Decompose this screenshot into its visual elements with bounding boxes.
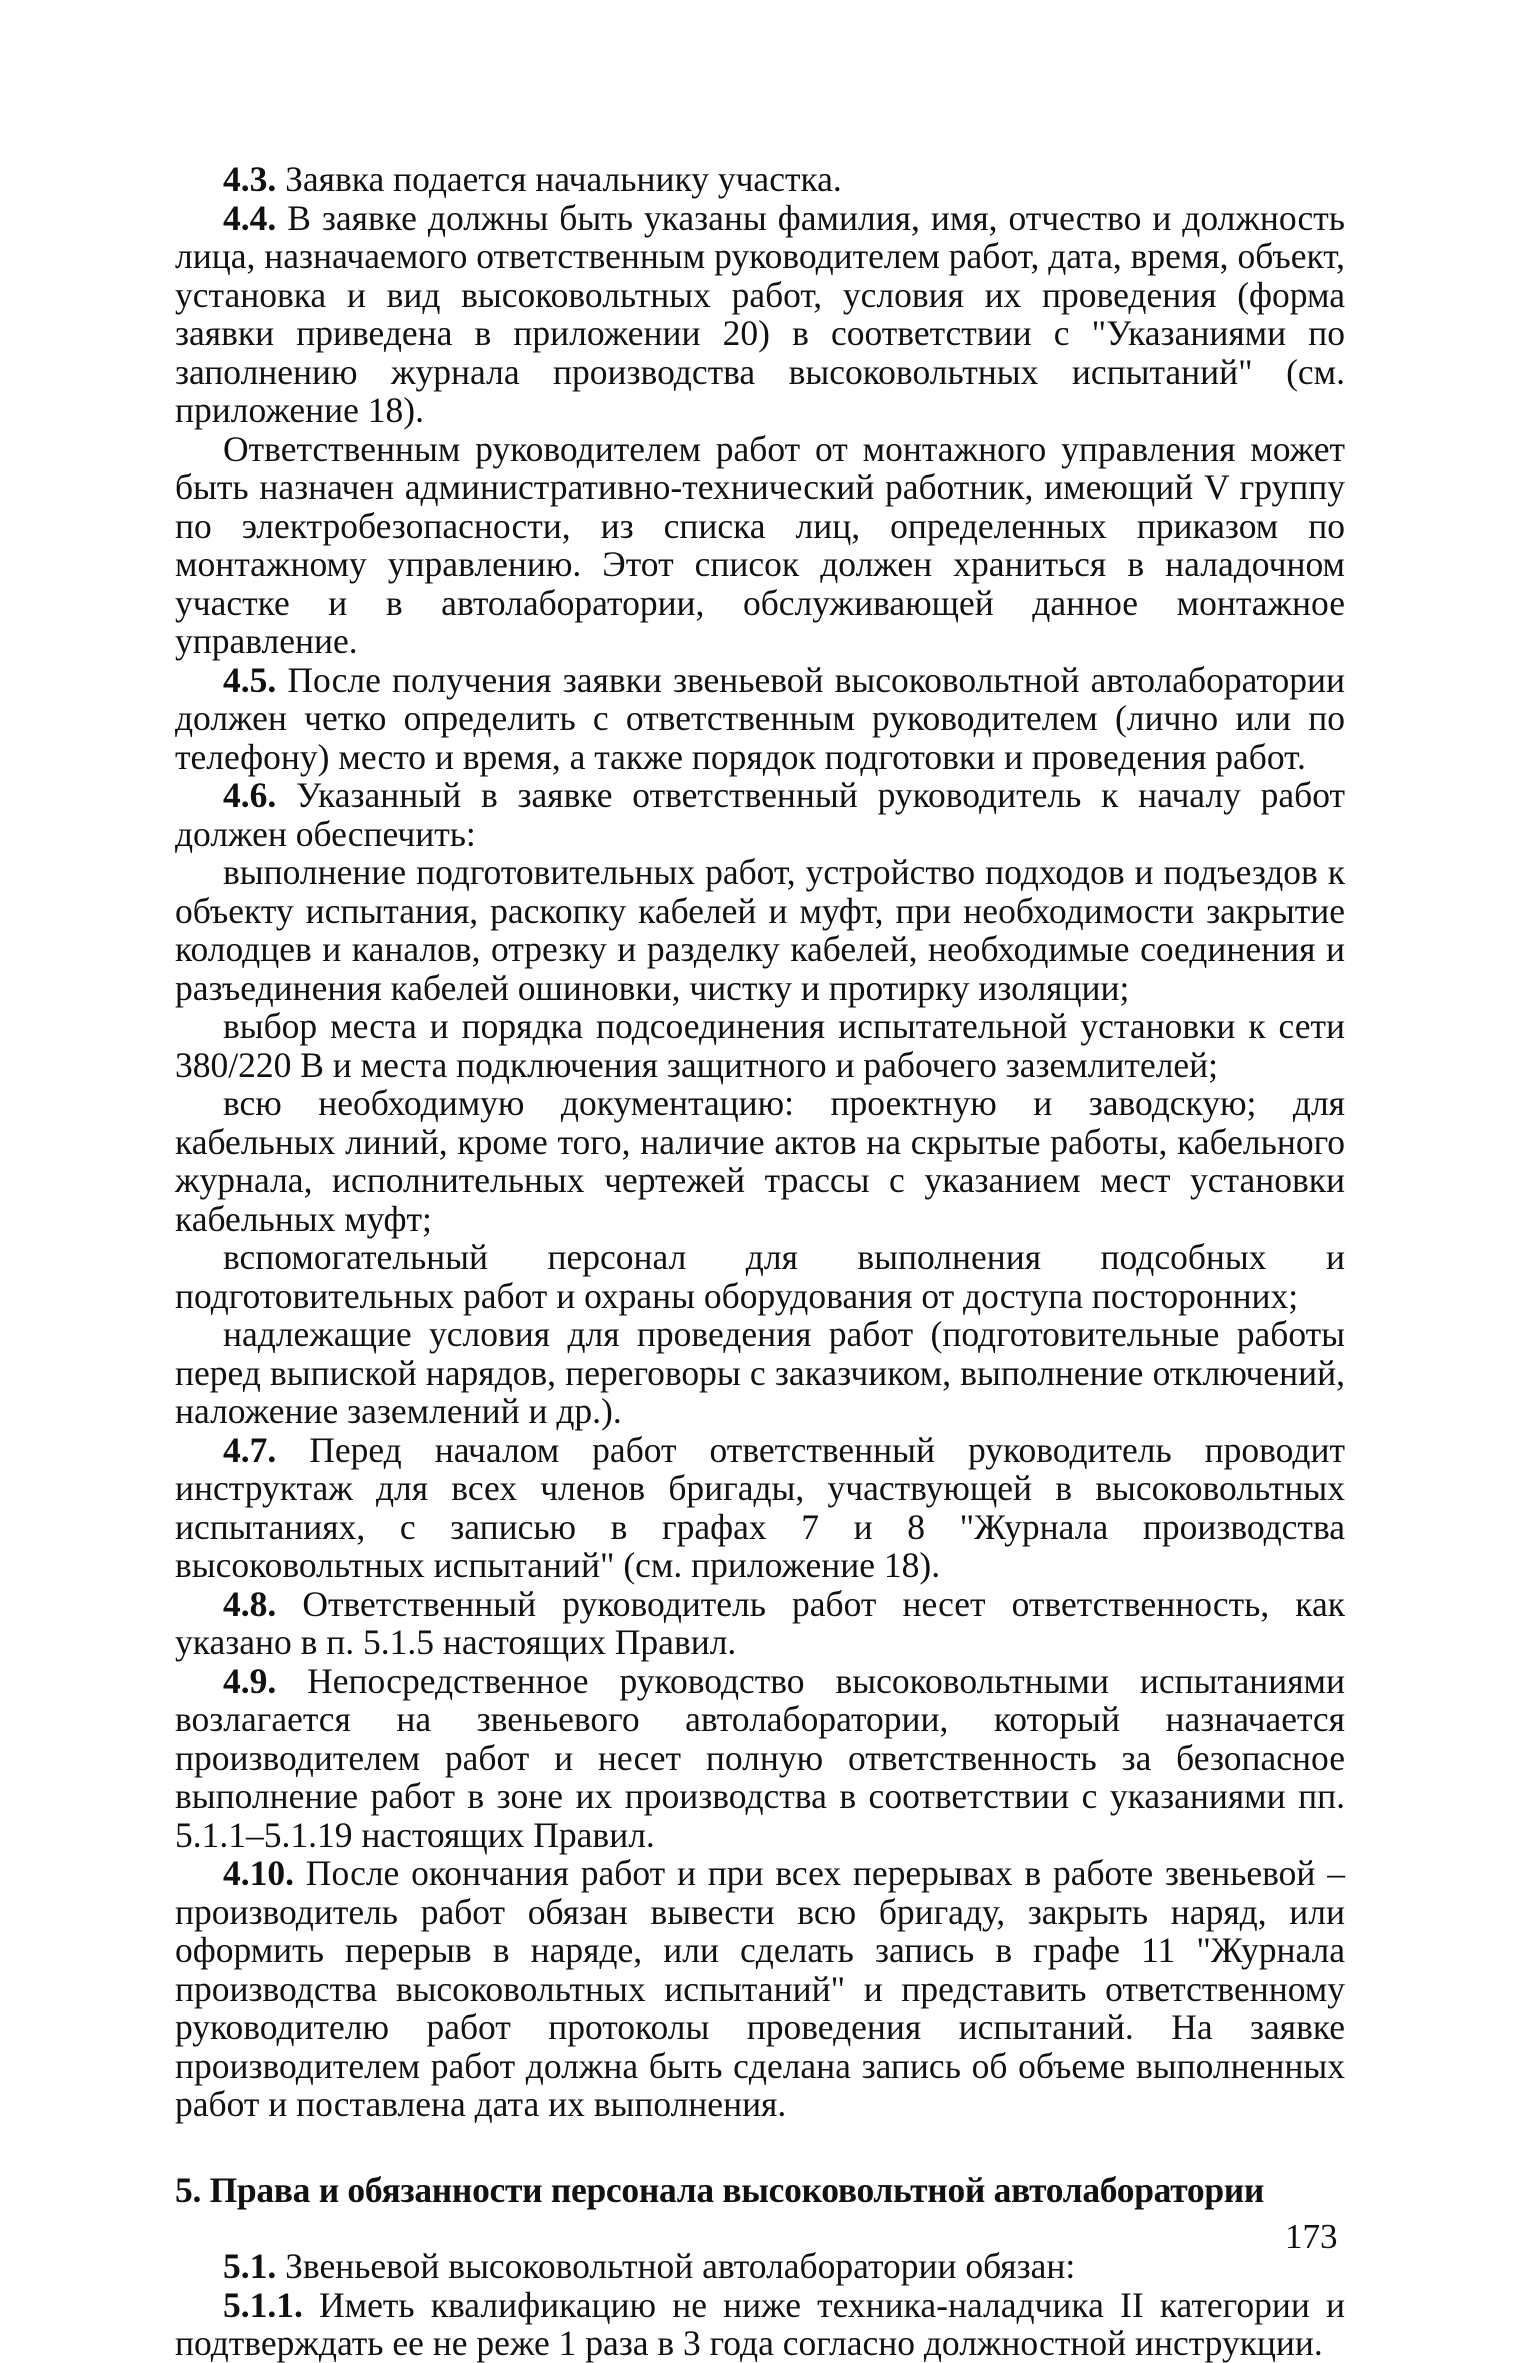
page-number: 173: [1285, 2217, 1338, 2256]
paragraph-text: Перед началом работ ответственный руководитель проводит инструктаж для всех членов бригады, участвующей в высоковольтных испытаниях, с записью в графах 7 и 8 "Журнала производства высоковольтных испытаний" (см. приложение 18).: [175, 1429, 1345, 1585]
paragraph-4-7: [175, 1431, 1345, 1585]
paragraph-number: 4.7.: [223, 1429, 277, 1470]
paragraph-4-6: [175, 776, 1345, 853]
paragraph-number: 5.1.: [223, 2246, 277, 2286]
paragraph-text: всю необходимую документацию: проектную и заводскую; для кабельных линий, кроме того, наличие актов на скрытые работы, кабельного журнала, исполнительных чертежей трассы с указанием мест установки кабельных муфт;: [175, 1083, 1345, 1239]
paragraph-text: Непосредственное руководство высоковольтными испытаниями возлагается на звеньевого автолаборатории, который назначается производителем работ и несет полную ответственность за безопасное выполнение работ в зоне их производства в соответствии с указаниями пп. 5.1.1–5.1.19 настоящих Правил.: [175, 1660, 1345, 1855]
paragraph-number: 4.3.: [223, 159, 277, 199]
paragraph-4-5: [175, 661, 1345, 777]
paragraph-responsible-manager: [175, 430, 1345, 661]
paragraph-number: 5.1.1.: [223, 2284, 303, 2325]
list-item-connection: [175, 1007, 1345, 1084]
paragraph-text: Иметь квалификацию не ниже техника-наладчика II категории и подтверждать ее не реже 1 раза в 3 года согласно должностной инструкции.: [175, 2284, 1345, 2363]
paragraph-text: После окончания работ и при всех перерывах в работе звеньевой – производитель работ обязан вывести всю бригаду, закрыть наряд, или оформить перерыв в наряде, или сделать запись в графе 11 "Журнала производства высоковольтных испытаний" и представить ответственному руководителю работ протоколы проведения испытаний. На заявке производителем работ должна быть сделана запись об объеме выполненных работ и поставлена дата их выполнения.: [175, 1853, 1345, 2124]
list-item-auxiliary-staff: [175, 1238, 1345, 1315]
paragraph-4-4: [175, 199, 1345, 430]
paragraph-text: вспомогательный персонал для выполнения подсобных и подготовительных работ и охраны оборудования от доступа посторонних;: [175, 1237, 1345, 1316]
page-body: [175, 160, 1345, 2363]
paragraph-number: 4.4.: [223, 197, 277, 238]
section-heading: 5. Права и обязанности персонала высоковольтной автолаборатории: [175, 2169, 1265, 2210]
paragraph-5-1: [175, 2247, 1345, 2286]
paragraph-text: Указанный в заявке ответственный руководитель к началу работ должен обеспечить:: [175, 775, 1345, 854]
paragraph-text: Заявка подается начальнику участка.: [276, 159, 842, 199]
paragraph-text: После получения заявки звеньевой высоковольтной автолаборатории должен четко определить с ответственным руководителем (лично или по телефону) место и время, а также порядок подготовки и проведения работ.: [175, 659, 1345, 777]
paragraph-4-8: [175, 1585, 1345, 1662]
paragraph-number: 4.9.: [223, 1660, 277, 1701]
paragraph-text: Ответственный руководитель работ несет ответственность, как указано в п. 5.1.5 настоящих Правил.: [175, 1583, 1345, 1662]
list-item-conditions: [175, 1315, 1345, 1431]
list-item-documentation: [175, 1084, 1345, 1238]
paragraph-text: Ответственным руководителем работ от монтажного управления может быть назначен административно-технический работник, имеющий V группу по электробезопасности, из списка лиц, определенных приказом по монтажному управлению. Этот список должен храниться в наладочном участке и в автолаборатории, обслуживающей данное монтажное управление.: [175, 428, 1345, 661]
paragraph-text: выполнение подготовительных работ, устройство подходов и подъездов к объекту испытания, раскопку кабелей и муфт, при необходимости закрытие колодцев и каналов, отрезку и разделку кабелей, необходимые соединения и разъединения кабелей ошиновки, чистку и протирку изоляции;: [175, 852, 1345, 1008]
paragraph-text: В заявке должны быть указаны фамилия, имя, отчество и должность лица, назначаемого ответственным руководителем работ, дата, время, объект, установка и вид высоковольтных работ, условия их проведения (форма заявки приведена в приложении 20) в соответствии с "Указаниями по заполнению журнала производства высоковольтных испытаний" (см. приложение 18).: [175, 197, 1345, 430]
paragraph-text: выбор места и порядка подсоединения испытательной установки к сети 380/220 В и места подключения защитного и рабочего заземлителей;: [175, 1006, 1345, 1085]
paragraph-4-10: [175, 1854, 1345, 2124]
paragraph-number: 4.8.: [223, 1583, 277, 1624]
paragraph-5-1-1: [175, 2286, 1345, 2363]
paragraph-text: надлежащие условия для проведения работ (подготовительные работы перед выпиской нарядов, переговоры с заказчиком, выполнение отключений, наложение заземлений и др.).: [175, 1314, 1345, 1431]
paragraph-4-3: [175, 160, 1345, 199]
list-item-preparation: [175, 853, 1345, 1007]
paragraph-4-9: [175, 1662, 1345, 1855]
paragraph-number: 4.5.: [223, 659, 277, 700]
paragraph-text: Звеньевой высоковольтной автолаборатории обязан:: [276, 2246, 1076, 2286]
paragraph-number: 4.6.: [223, 775, 277, 815]
paragraph-number: 4.10.: [223, 1853, 294, 1893]
